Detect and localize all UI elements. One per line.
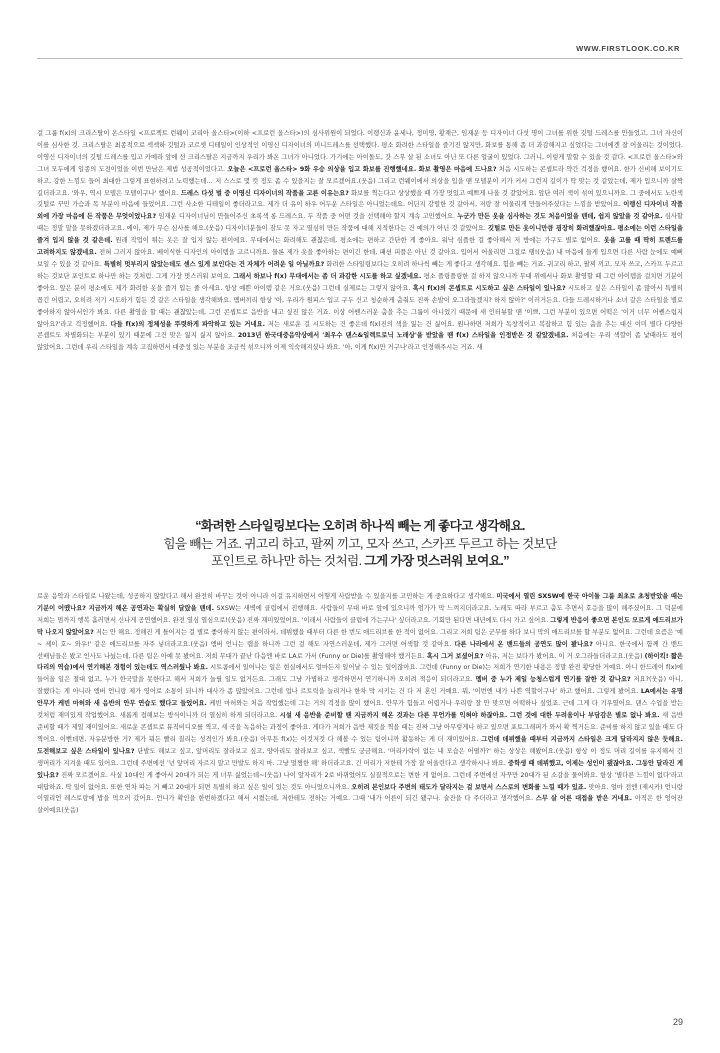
interview-question: 다른 나라에서 온 밴드들의 공연도 많이 봤나요? [454, 640, 593, 648]
interview-text: 처음에는 우리 색깔이 좀 낯때라도 평이 않았어요. 그런데 우리 스타일을 계속 고집하면서 대중성 있는 부분을 조금씩 섞으니까 이제 익숙해지셨나 봐요. '아, 이게 f(x)만 거구나'라고 인정해주시는 거죠. 새 [37, 332, 683, 352]
interview-text: 저는 안 해요. 정해진 게 틀어지는 걸 별로 좋아하지 않는 편이라서, 데뷔했을 때부터 다른 한 번도 애드리브를 한 적이 없어요. 그리고 저희 팀은 군무를 하다 보니 막의 애드리브를 할 부분도 없어요. 그런데 요즘은 '예~ 세이 호~ 와우!' 같은 애드리브를 자주 넣더라고요.(웃음) 엠버 언니는 랩을 하니까 그런 걸 해도 자연스러운데, 제가 그러면 어색할 것 같아요. [37, 628, 683, 648]
interview-question: 미국에서 열린 SXSW에 한국 아이돌 그룹 최초로 초청받았을 때는 기분이 어땠나요? 지금까지 해온 공연과는 확실히 달랐을 텐데. [37, 593, 683, 612]
interview-question: 누군가 만든 옷을 심사하는 것도 처음이었을 텐데, 쉽지 않았을 것 같아요. [457, 213, 663, 221]
pull-quote-line-3-bold: 그게 가장 멋스러워 보여요.” [364, 554, 509, 568]
interview-question: LA에서는 유명 안무가 케빈 마허와 새 음반의 안무 연습도 했다고 들었어요. [37, 688, 683, 708]
interview-text: 맞아요. 얼마 전엔 (제시카) 언니랑 이열리언 레스토랑에 밥을 먹으러 갔어요. 언니가 확인을 한번하겠다고 해서 시켰는데, 저한테도 전하는 거예요. 그때 '내가 어른이 되긴 됐구나. 술잔을 다 주더라고 생각했어요. [37, 783, 683, 803]
interview-question: 멤버 중 누가 제일 능청스럽게 연기를 잘한 것 같나요? [475, 676, 631, 684]
interview-question: 중학생 때 데뷔했고, 이제는 성인이 됐잖아요. 그동안 달라진 게 있나요? [37, 759, 683, 779]
interview-question: 혹시 f(x)의 콘셉트로 시도하고 싶은 스타일이 있나요? [412, 284, 566, 292]
interview-text: 로운 음악과 스타일로 나왔는데, 성공하지 않았다고 해서 완전히 바꾸는 것이 아니라 이걸 유지하면서 어떻게 사람받을 수 있을지를 고민하는 게 중요하다고 생각해요. [37, 593, 497, 600]
pull-quote-line-3-regular: 포인트로 하나만 하는 것처럼. [211, 554, 362, 568]
interview-text: 심사할 때는 정말 말을 못하겠더라고요. 에이, 제가 무슨 심사를 해요.(웃음) 디자이너분들이 잠도 못 자고 열심히 만든 작품에 대해 지적한다는 건 예의가 아닌 것 같았어요. [37, 213, 683, 233]
interview-question: 오늘은 <프로런 올스타> 9화 우승 의상을 입고 화보를 진행했네요. 화보 촬영은 마음에 드나요? [227, 165, 497, 173]
interview-question: 그렇게 반응이 좋으면 본인도 모르게 애드리브가 막 나오지 않았어요? [37, 616, 683, 636]
interview-question: 혹시 그거 보셨어요? [426, 652, 484, 660]
interview-text: 케빈 마허와는 처음 작업했는데 그는 거의 걱정을 많이 했어요. 안무가 힘들고 어렵거나 우리랑 잘 안 맞으면 어떡하나 싶었죠. 근데 그게 다 기우였어요. 댄스 수업을 받는 것처럼 재미있게 작업했어요. 새롭게 접해보는 방식이니까 더 열심히 하게 되더라고요. [37, 700, 683, 720]
interview-question: 드레스 다섯 벌 중 이영신 디자이너의 작품을 고른 이유는요? [180, 189, 349, 197]
pull-quote-line-2: 힘을 빼는 거죠. 귀고리 하고, 팔찌 끼고, 모자 쓰고, 스카프 두르고 하는 것보단 [163, 536, 557, 551]
article-body-bottom [37, 591, 683, 1000]
interview-text: 단발도 해보고 싶고, 앞머리도 잘라보고 싶고, 양아리도 잘라보고 싶고, 색빨도 궁금해요. '머리카락이 없는 내 모습은 어떨까?' 하는 상상은 해봤어요.(웃음) 항상 이 정도 머리 길이를 유지해서 긴 생머리가 지겨울 때도 있어요. 그런데 주변에선 '넌 앞머리 자르지 말고 만발도 하지 마. 그냥 멀쩡한 해' 하더라고요. 긴 머리가 저한테 가장 잘 어울린다고 생각하시나 봐요. [37, 747, 683, 767]
interview-text: 화려한 스타일링보다는 오히려 하나씩 빼는 게 좋다고 생각해요. 힘을 빼는 거죠. 귀고리 하고, 팔찌 끼고, 모자 쓰고, 스카프 두르고 하는 것보단 포인트로 하나만 하는 것처럼. 그게 가장 멋스러워 보여요. [37, 260, 683, 280]
interview-question: 다들 f(x)의 정체성을 뚜렷하게 파악하고 있는 거네요. [110, 320, 266, 328]
interview-question: 옷을 고를 때 딱히 트렌드를 고려하지도 않겠네요. [37, 237, 683, 257]
interview-question: 스무 살 어른 대접을 받은 거네요. [535, 795, 633, 803]
interview-question: 깃털로 만든 옷이니만큼 굉장히 화려했잖아요. 평소에는 이런 스타일을 즐겨 입지 않을 것 같은데. [37, 225, 683, 245]
interview-text: 평소 플링플링한 걸 하지 않으니까 무대 위에서나 화보 촬영할 때 그런 아이템을 걸치면 기분이 좋아요. 앞은 분이 평소에도 제가 화려한 옷을 즐겨 입는 줄 아세요. 항상 예쁜 아이템 같은 거요.(웃음) 그런데 실제로는 그렇지 않아요. [37, 272, 683, 292]
interview-text: 아직은 한 엉어잔 살이예요(웃음) [37, 795, 683, 815]
interview-text: 원래 작업이 튀는 옷은 잘 입지 않는 편이에요. 무대에서는 화려해도 괜찮은데, 평소에는 편하고 간단한 게 좋아요. 워낙 심플한 걸 좋아해서 저 방에는 가구도 별로 없어요. [112, 237, 604, 245]
interview-question: 이랭신 디자이너 작품 외에 가장 마음에 든 작품은 무엇이었나요? [37, 201, 683, 221]
article-body-top [37, 128, 683, 539]
interview-question: 오히려 본인보다 주변의 태도가 달라지는 걸 보면서 스스로의 변화를 느낄 때가 있죠. [351, 783, 587, 791]
interview-text: 아유, 저는 보다가 봤어요. 이 거 오그라들더라고요.(웃음) [483, 652, 645, 660]
interview-text: SXSW는 새벽에 클럽에서 진행해요. 사람들이 무대 바로 앞에 있으니까 엄가가 막 느껴지더라고요. 노래도 따라 부르고 춤도 추면서 호응을 많이 해주셨어요. 그 덕분에 저희는 멈까지 행복 흘러면서 신나게 공연했어요. 완전 열심 열심으로!(웃음) 진짜 재미있었어요. '이래서 사람들이 클럽에 가는구나' 싶더라고요. 기회만 된다면 내년에도 다시 가고 싶어요. [37, 604, 683, 624]
header-url[interactable]: WWW.FIRSTLOOK.CO.KR [576, 44, 680, 53]
page-number: 29 [672, 1017, 683, 1027]
interview-text: 저요?(웃음) 아니, 잘했다는 게 아니라 엠버 언니랑 제가 영어로 소통이 되니까 대사가 좀 많았어요. 그런데 업나 르트릭을 늘리거나 한차 막 시키는 건 다 저 혼인 거예요. 뭐, '이번엔 내가 나쁜 역할이구나' 하고 했어요. 그렇게 봤어요. [37, 676, 683, 696]
interview-question: 그래서 하보나 f(x) 무대에서는 좀 더 과감한 시도를 하고 싶겠네요. [233, 272, 422, 280]
interview-text: 새 음반 준비할 때가 제일 재미있어요. 새로운 콘셉트로 뮤직비디오를 찍고, 새 곡을 녹음하는 과정이 좋아요. 게다가 저희가 음반 재킷을 찍을 때는 진짜 그냥 아무렇게나 하고 있으면 포토그래퍼가 와서 확 찍거든요. 준비를 하지 않고 있을 때도 다 찍어요. 이뻔데면, 자유분방한 거? 제가 뭐든 빨리 질리는 성격인가 봐요.(웃음) 아무튼 f(x)는 이것저것 다 해볼 수 있는 팀이니까 활동하는 게 더 재미있어요. [37, 712, 683, 743]
interview-question: 특별히 멋부리지 않았는데도 센스 있게 보인다는 건 자체가 어려운 일 아닐까요? [103, 260, 325, 268]
header-divider [37, 58, 683, 59]
interview-text: 저는 새로운 걸 시도하는 건 좋은데 f(x)진의 색을 잃는 건 싫어요. 원나하면 저희가 독창적이고 복잡하고 힘 있는 춤을 추는 대신 이미 별다 다양한 콘셉트도 차별화되는 부분이 있기 때문에 그건 맞은 잃지 싫지 않아요. [37, 320, 683, 340]
interview-text: 아니요. 한국에서 함께 간 밴드 선배님들은 봤고 인사도 나눴는데, 다른 팀은 아예 못 봤어요. 저희 무대가 끝난 다음엔 바로 LA로 가서 (Funny or Die)를 촬영해야 했거든요. [37, 640, 683, 660]
interview-text: 시트콤에서 일어나는 일은 현실에서도 얼마든지 일어날 수 있는 일이잖아요. 그런데 (Funny or Die)는 저희가 연기한 내용은 정말 완전 황당한 거예요. 아니 한드레이 f(x)에 들어올 일은 절대 없고, 누가 한국말을 못한다고 해서 저희가 놀릴 일도 없거든요. 그래도 그냥 가볍하고 생각하면서 연기하니까 오히려 적응이 되더라고요. [37, 664, 683, 684]
interview-text: 시도하고 싶은 스타일이 좀 많아서 특별히 꼽긴 어렵고, 오히려 저기 시도하기 힘든 것 같은 스타일을 생각해봐요. 멤버끼리 항상 '아, 우리가 원피스 입고 구두 신고 청순하게 춤춰도 진짜 손발이 오그라들겠지? 하지 않아?' 이러거든요. 다들 드레시하거나 소녀 같은 스타일을 별로 좋아하지 않아서인가 봐요. 다른 촬영을 할 때는 괜찮았는데, 그런 콘셉트로 음반을 내고 싶진 않은 거죠. 이상 어쎈스러운 춤을 추는 그룹이 아니었기 때문에 새 인터뷰할 땐 '이쁘, 그런 부분이 있으면 어떡은 '이거 너무 어쎈스럽지 않아요?'라고 걱정했어요. [37, 284, 683, 328]
pull-quote-line-1: “화려한 스타일링보다는 오히려 하나씩 빼는 게 좋다고 생각해요. [195, 519, 525, 533]
pull-quote [100, 518, 620, 580]
interview-question: 시설 새 음반을 준비할 땐 지금까지 해온 것과는 다른 무언가를 익혀야 하잖아요. 그런 것에 대한 두려움이나 부담감은 별로 없나 봐요. [279, 712, 660, 720]
interview-question: 그런데 데뷔했을 때부터 지금까지 스타일은 크게 달라지지 않은 듯해요. 도전해보고 싶은 스타일이 있나요? [37, 735, 683, 755]
interview-text: 처음 시도하는 콘셉트라 약간 걱정을 했어요. 한가 신비해 보이기도 하고, 강한 느낌도 들어 최대한 그렇게 표현하려고 노력했는데… 저 스스로 몇 컷 정도 좀 수 있을지는 잘 모르겠어요.(웃음) 그리고 런웨이에서 의상을 입을 땐 모델분이 키가 커서 그런지 길이가 딱 맞는 것 같았는데, 제가 입으니까 살짝 길더라고요. '와우, 역시 모델은 모델이구나' 했어요. [37, 165, 683, 197]
pull-quote-line-3 [100, 553, 620, 571]
interview-question: (하이킥! 짧은 다리의 역습)에서 연기해본 경험이 있는데도 역스러웠나 봐요. [37, 652, 683, 672]
interview-text: 전혀 그러지 않아요. 베이식한 디자인의 아이템을 고르니까요. 물론 제가 옷을 좋아하는 편이긴 한데, 패션 피플은 아닌 것 같아요. 입어서 어울리면 그걸로 땡!(웃음) 내 마음에 들게 입으면 다른 사람 눈에도 예뻐 보일 수 있을 것 같아요. [37, 249, 683, 268]
interview-text: 걸 그룹 f(x)의 크리스탈이 온스타일 <프로젝트 런웨이 코리아 올스타>(이하 <프로런 올스타>)의 심사위원이 되었다. 이랭신과 윤세나, 정미영, 황재근, 임재운 등 디자이너 다섯 명이 그녀를 위한 깃털 드레스를 만들었고, 그녀 자신이 이를 심사한 것. 크리스탈은 최종적으로 섹섹하 깃털과 코르셋 디테일이 인상적인 이영신 디자이너의 미니드레스를 선택했다. 평소 화려한 스타일을 즐기진 않지만, 화보를 통해 좀 더 과감해지고 싶었다는 그녀에겐 잘 어울리는 것이었다. 이영신 디자이너의 깃털 드레스를 입고 카메라 앞에 선 크리스탈은 지금까지 우리가 봐온 그녀가 아니었다. 가기에는 아이돌도, 갓 스무 살 된 소녀도 아닌 또 다른 얼굴이 있었다. 그러니, 이렇게 말할 수 있을 것 같다. <프로런 올스타>와 그녀 모두에게 일종의 도전이었을 이번 만남은 제법 성공적이었다고. [37, 130, 683, 173]
interview-text: 임재운 디자이너님이 만들어주신 초록색 롱 드레스요. 두 작품 중 어떤 것을 선택해야 할지 계속 고민했어요. [156, 213, 458, 221]
interview-text: 화보를 찍는다고 상상했을 때 가장 멋있고 예쁘게 나올 것 같았어요. 앞단 여러 색이 섞여 있으니까요. 그 중에서도 노란색 깃털로 꾸민 가슴과 목 부분이 마음에 들었어요. 그런 사소한 디테일이 좋더라고요. 제가 더 유이 하우 어두운 스타일은 아니었는데요. 어딘지 강렬한 것 같아서, 저랑 잘 어울리게 만들어주셨다는 느낌을 받았어요. [37, 189, 683, 209]
interview-text: 진짜 모르겠어요. 사실 10대인 게 좋아서 20대가 되는 게 너무 싫었는데~(웃음) 나이 앞자리가 2로 바뀌었어도 실질적으로는 변한 게 없어요. 그런데 주변에선 자꾸만 20대가 된 소감을 물어봐요. 항상 '별다른 느낌이 없다'라고 대답하죠. 딱 일이 없어요. 또한 연차 따는 거 빼고 20대가 되면 특별히 하고 싶은 일이 있는 것도 아니었으니까요. [37, 771, 683, 791]
interview-question: 2013년 한국대중음악상에서 '최우수 댄스&일렉트로닉 노래상'을 받았을 땐 f(x) 스타일을 인정받은 것 같았겠네요. [237, 332, 569, 340]
